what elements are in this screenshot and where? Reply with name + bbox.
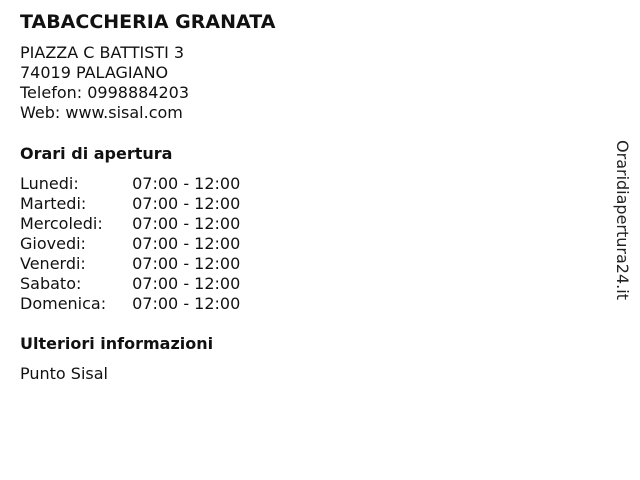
day-label: Martedi: bbox=[20, 194, 87, 213]
time-range: 07:00 - 12:00 bbox=[132, 174, 241, 193]
opening-hours-table bbox=[20, 174, 240, 314]
time-range: 07:00 - 12:00 bbox=[132, 254, 241, 273]
hours-row bbox=[20, 294, 240, 314]
business-card bbox=[20, 10, 600, 384]
website: Web: www.sisal.com bbox=[20, 103, 183, 122]
day-label: Giovedi: bbox=[20, 234, 86, 253]
address-street: PIAZZA C BATTISTI 3 bbox=[20, 43, 185, 62]
day-label: Lunedi: bbox=[20, 174, 79, 193]
time-range: 07:00 - 12:00 bbox=[132, 234, 241, 253]
hours-row bbox=[20, 194, 240, 214]
watermark-text: Oraridiapertura24.it bbox=[613, 140, 632, 300]
time-range: 07:00 - 12:00 bbox=[132, 194, 241, 213]
additional-info-item: Punto Sisal bbox=[20, 364, 108, 383]
address-block bbox=[20, 43, 600, 123]
phone-number: Telefon: 0998884203 bbox=[20, 83, 190, 102]
additional-info-heading: Ulteriori informazioni bbox=[20, 334, 214, 353]
day-label: Venerdi: bbox=[20, 254, 86, 273]
day-label: Domenica: bbox=[20, 294, 107, 313]
business-name: TABACCHERIA GRANATA bbox=[20, 11, 276, 33]
opening-hours-heading: Orari di apertura bbox=[20, 144, 173, 163]
time-range: 07:00 - 12:00 bbox=[132, 294, 241, 313]
hours-row bbox=[20, 174, 240, 194]
time-range: 07:00 - 12:00 bbox=[132, 274, 241, 293]
address-city: 74019 PALAGIANO bbox=[20, 63, 169, 82]
day-label: Sabato: bbox=[20, 274, 82, 293]
hours-row bbox=[20, 254, 240, 274]
hours-row bbox=[20, 214, 240, 234]
time-range: 07:00 - 12:00 bbox=[132, 214, 241, 233]
hours-row bbox=[20, 234, 240, 254]
hours-row bbox=[20, 274, 240, 294]
day-label: Mercoledi: bbox=[20, 214, 103, 233]
